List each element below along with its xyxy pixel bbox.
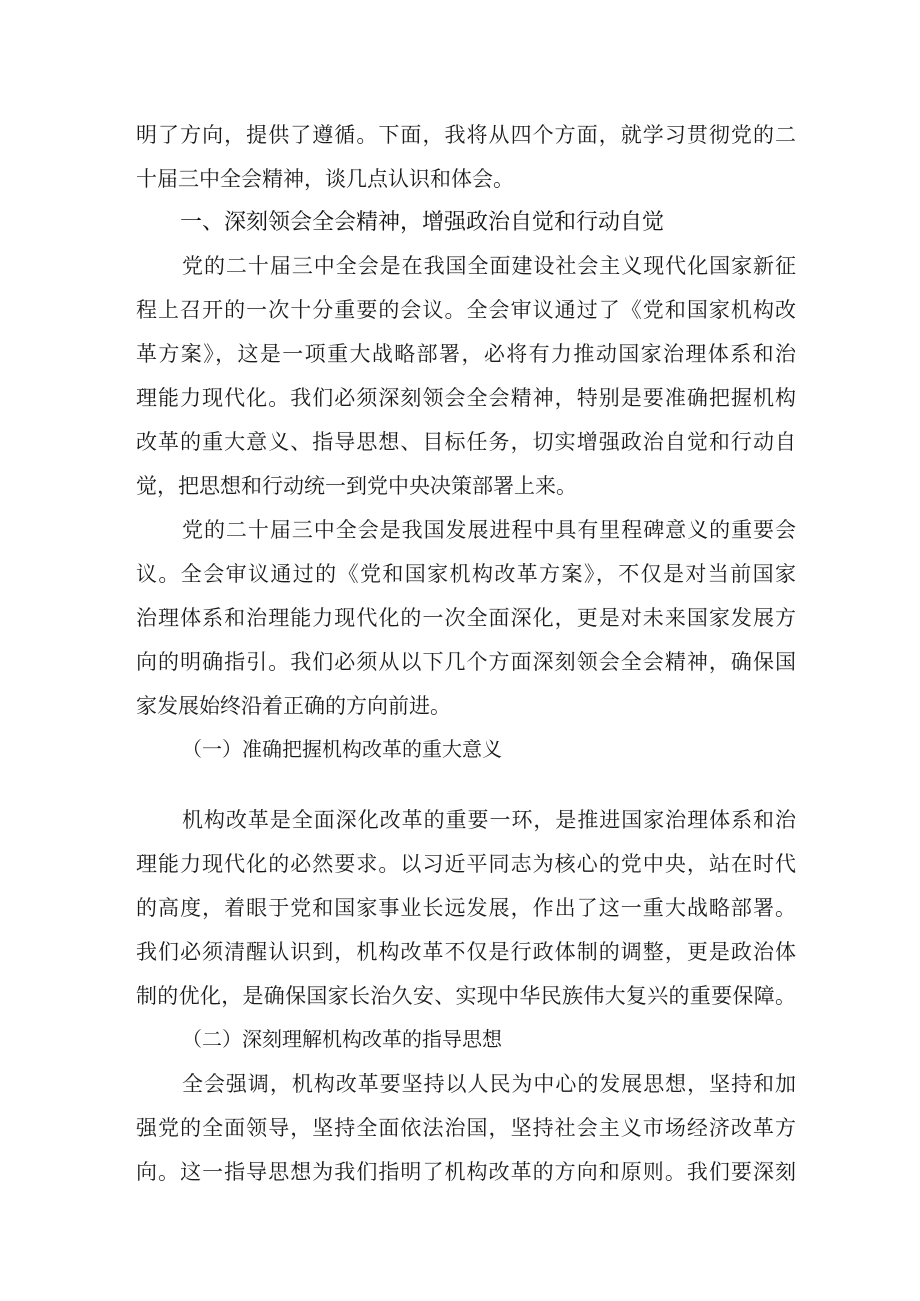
para1-line-3: 革方案》，这是一项重大战略部署，必将有力推动国家治理体系和治: [136, 342, 796, 366]
para3-line-5: 制的优化，是确保国家长治久安、实现中华民族伟大复兴的重要保障。: [136, 984, 796, 1008]
section-heading-1: 一、深刻领会全会精神，增强政治自觉和行动自觉: [180, 210, 665, 235]
para4-line-1: 全会强调，机构改革要坚持以人民为中心的发展思想，坚持和加: [182, 1072, 796, 1096]
para1-line-6: 觉，把思想和行动统一到党中央决策部署上来。: [136, 474, 577, 498]
para3-line-3: 的高度，着眼于党和国家事业长远发展，作出了这一重大战略部署。: [136, 896, 796, 920]
intro-line-2: 十届三中全会精神，谈几点认识和体会。: [136, 167, 514, 191]
para1-line-1: 党的二十届三中全会是在我国全面建设社会主义现代化国家新征: [182, 254, 796, 278]
para2-line-4: 向的明确指引。我们必须从以下几个方面深刻领会全会精神，确保国: [136, 650, 796, 674]
para2-line-3: 治理体系和治理能力现代化的一次全面深化，更是对未来国家发展方: [136, 606, 796, 630]
para2-line-1: 党的二十届三中全会是我国发展进程中具有里程碑意义的重要会: [182, 518, 796, 542]
intro-line-1: 明了方向，提供了遵循。下面，我将从四个方面，就学习贯彻党的二: [136, 123, 796, 147]
para3-line-2: 理能力现代化的必然要求。以习近平同志为核心的党中央，站在时代: [136, 852, 796, 876]
para2-line-2: 议。全会审议通过的《党和国家机构改革方案》，不仅是对当前国家: [136, 562, 796, 586]
subsection-heading-1: （一）准确把握机构改革的重大意义: [182, 737, 502, 761]
para4-line-3: 向。这一指导思想为我们指明了机构改革的方向和原则。我们要深刻: [136, 1160, 796, 1184]
para3-line-4: 我们必须清醒认识到，机构改革不仅是行政体制的调整，更是政治体: [136, 940, 796, 964]
para4-line-2: 强党的全面领导，坚持全面依法治国，坚持社会主义市场经济改革方: [136, 1116, 796, 1140]
subsection-heading-2: （二）深刻理解机构改革的指导思想: [182, 1027, 502, 1051]
para1-line-5: 改革的重大意义、指导思想、目标任务，切实增强政治自觉和行动自: [136, 430, 796, 454]
para2-line-5: 家发展始终沿着正确的方向前进。: [136, 694, 451, 718]
para3-line-1: 机构改革是全面深化改革的重要一环，是推进国家治理体系和治: [182, 808, 796, 832]
para1-line-4: 理能力现代化。我们必须深刻领会全会精神，特别是要准确把握机构: [136, 386, 796, 410]
para1-line-2: 程上召开的一次十分重要的会议。全会审议通过了《党和国家机构改: [136, 298, 796, 322]
